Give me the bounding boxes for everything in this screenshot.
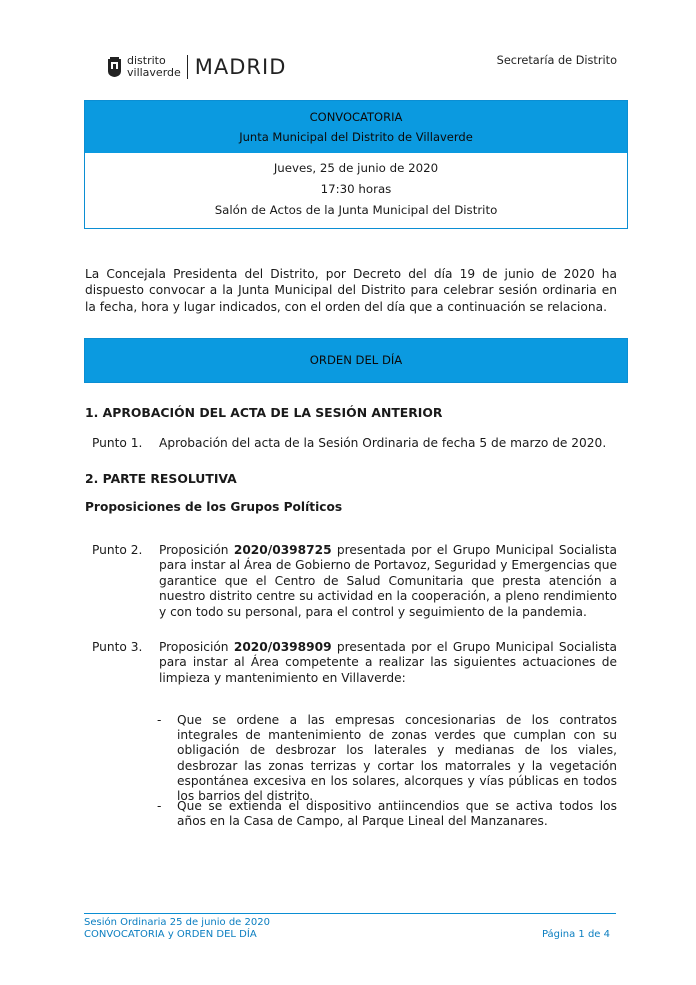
- city-name: MADRID: [194, 55, 287, 79]
- bullet-2: [157, 799, 617, 829]
- convocatoria-box: [84, 100, 628, 229]
- bullet-1-text: Que se ordene a las empresas concesionarias de los contratos integrales de mantenimiento de zonas verdes que cumplan con su obligación de desbrozar los laterales y medianas de los viales, desbrozar las zonas terrizas y cortar los matorrales y la vegetación espontánea excesiva en los solares, alcorques y vías públicas en todos los barrios del distrito.: [177, 713, 617, 804]
- section-2-subheading: Proposiciones de los Grupos Políticos: [85, 500, 343, 514]
- meeting-date: Jueves, 25 de junio de 2020: [273, 161, 439, 175]
- section-1-heading: 1. APROBACIÓN DEL ACTA DE LA SESIÓN ANTERIOR: [85, 405, 443, 420]
- punto-3-text: [159, 640, 617, 686]
- punto-3-post: presentada por el Grupo Municipal Socialista para instar al Área competente a realizar las siguientes actuaciones de limpieza y mantenimiento en Villaverde:: [159, 640, 617, 685]
- bullet-2-text: Que se extienda el dispositivo antiincendios que se activa todos los años en la Casa de Campo, al Parque Lineal del Manzanares.: [177, 799, 617, 829]
- office-name: Secretaría de Distrito: [496, 54, 617, 67]
- punto-1-text: Aprobación del acta de la Sesión Ordinaria de fecha 5 de marzo de 2020.: [159, 436, 607, 450]
- punto-1: [92, 436, 617, 451]
- punto-2-pre: Proposición: [159, 543, 234, 557]
- orden-del-dia-banner: ORDEN DEL DÍA: [84, 338, 628, 383]
- page-header: [107, 52, 617, 82]
- convocatoria-body-name: Junta Municipal del Distrito de Villaverde: [239, 130, 473, 144]
- meeting-time: 17:30 horas: [320, 182, 392, 196]
- bullet-1-dash: -: [157, 713, 162, 727]
- bullet-2-dash: -: [157, 799, 162, 813]
- punto-3-code: 2020/0398909: [233, 640, 332, 654]
- punto-3: [92, 640, 617, 686]
- section-2-heading: 2. PARTE RESOLUTIVA: [85, 471, 237, 486]
- punto-3-label: Punto 3.: [92, 640, 143, 654]
- meeting-place: Salón de Actos de la Junta Municipal del Distrito: [214, 203, 498, 217]
- bullet-1: [157, 713, 617, 804]
- punto-2-post: presentada por el Grupo Municipal Socialista para instar al Área de Gobierno de Portavoz, Seguridad y Emergencias que garantice que el Centro de Salud Comunitaria que presta atención a nuestro distrito centre su actividad en la cooperación, a pleno rendimiento y con todo su personal, para el control y seguimiento de la pandemia.: [159, 543, 617, 619]
- intro-paragraph: La Concejala Presidenta del Distrito, por Decreto del día 19 de junio de 2020 ha dispuesto convocar a la Junta Municipal del Distrito para celebrar sesión ordinaria en la fecha, hora y lugar indicados, con el orden del día que a continuación se relaciona.: [85, 267, 617, 314]
- convocatoria-details: [85, 153, 627, 228]
- district-line-1: distrito: [127, 54, 166, 67]
- punto-2-code: 2020/0398725: [233, 543, 332, 557]
- punto-3-pre: Proposición: [159, 640, 234, 654]
- footer-session: Sesión Ordinaria 25 de junio de 2020: [84, 917, 270, 928]
- footer-divider: [84, 913, 616, 914]
- punto-2-label: Punto 2.: [92, 543, 143, 557]
- punto-1-label: Punto 1.: [92, 436, 143, 450]
- madrid-crest-icon: [107, 57, 122, 78]
- page-number: Página 1 de 4: [541, 929, 610, 940]
- district-name: [127, 55, 188, 79]
- madrid-logo: [107, 52, 286, 82]
- punto-2-text: [159, 543, 617, 620]
- district-line-2: villaverde: [127, 66, 181, 79]
- convocatoria-header: [85, 101, 627, 153]
- footer-info: [84, 917, 270, 941]
- punto-2: [92, 543, 617, 620]
- convocatoria-title: CONVOCATORIA: [309, 110, 403, 124]
- footer-doc-title: CONVOCATORIA y ORDEN DEL DÍA: [84, 929, 257, 940]
